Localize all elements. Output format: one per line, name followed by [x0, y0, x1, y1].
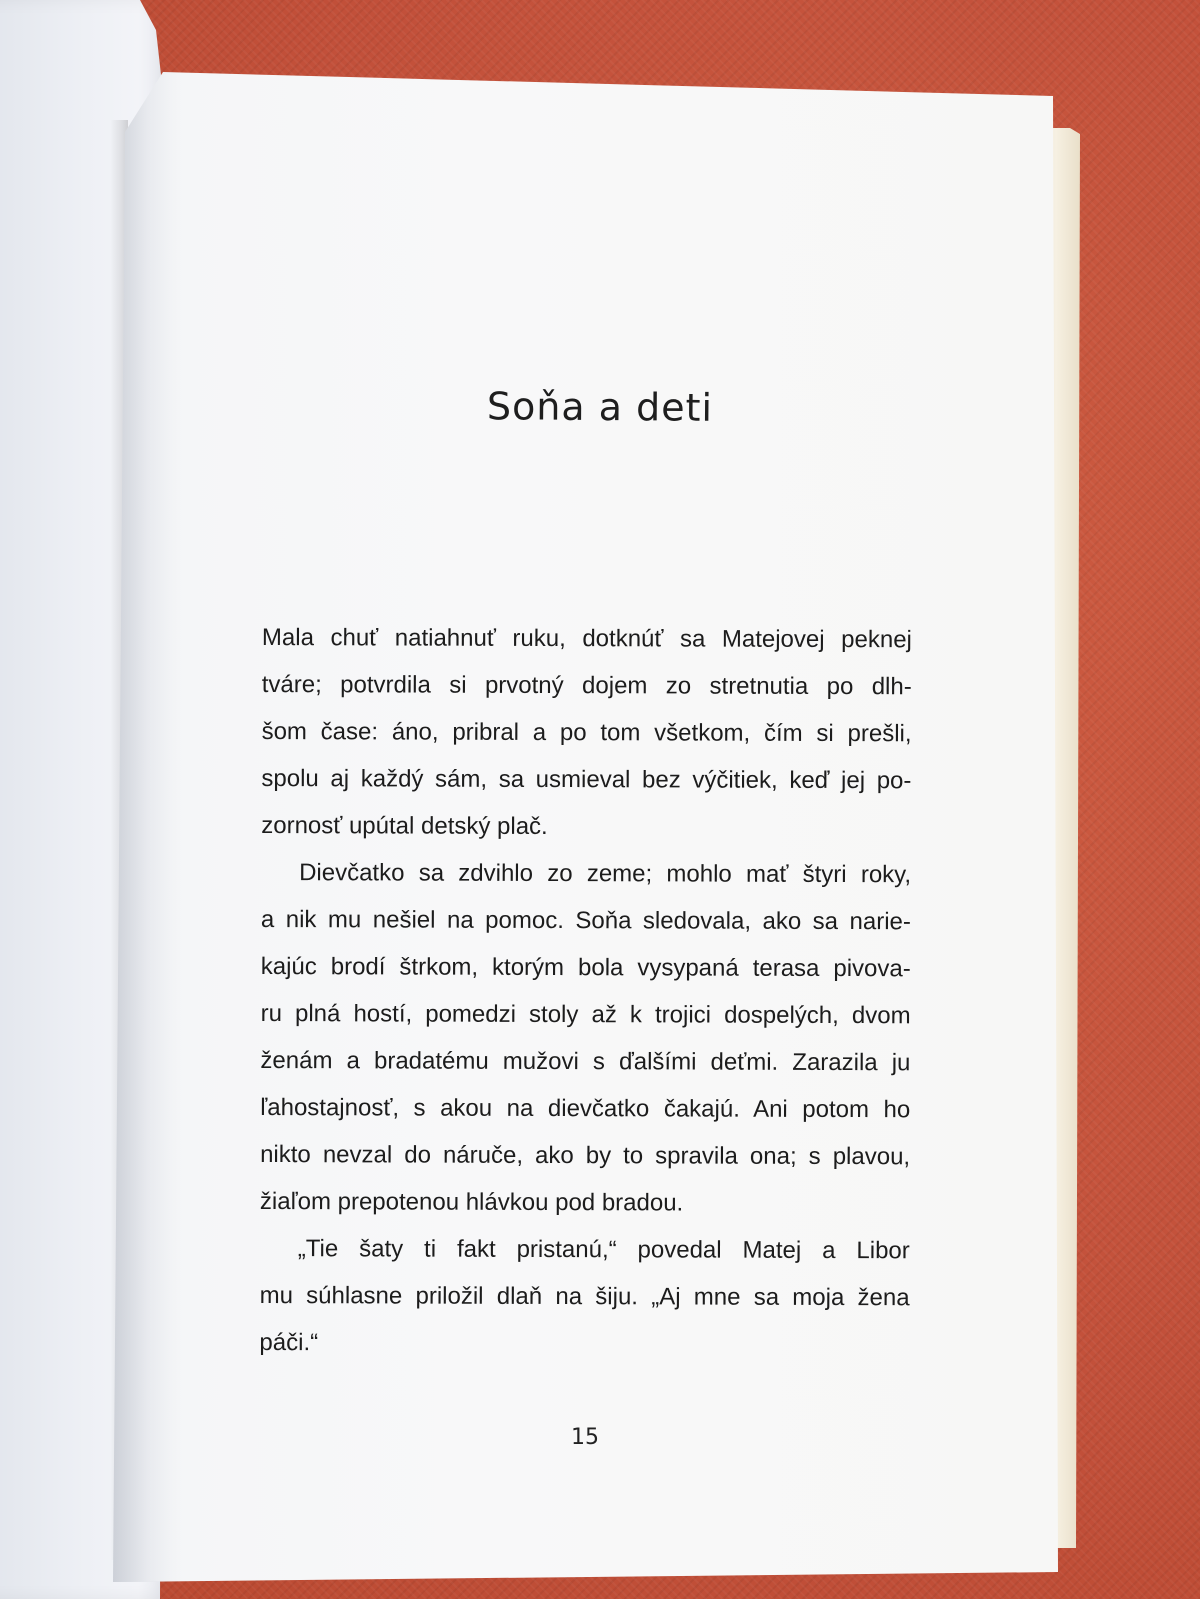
text-line: „Tie šaty ti fakt pristanú,“ povedal Matej a Libor — [297, 1235, 910, 1265]
text-line: mu súhlasne priložil dlaň na šiju. „Aj mne sa moja žena — [259, 1281, 910, 1312]
text-line: žiaľom prepotenou hlávkou pod bradou. — [259, 1187, 684, 1217]
paragraph-3 — [259, 1225, 909, 1368]
text-line: nikto nevzal do náruče, ako by to spravila ona; s plavou, — [260, 1140, 911, 1171]
paragraph-1 — [261, 614, 912, 851]
chapter-title: Soňa a deti — [486, 384, 714, 430]
text-line: ľahostajnosť, s akou na dievčatko čakajú. Ani potom ho — [260, 1093, 911, 1124]
paragraph-2 — [260, 849, 911, 1227]
page-number: 15 — [571, 1425, 599, 1450]
text-line: šom čase: áno, pribral a po tom všetkom, čím si prešli, — [261, 717, 912, 748]
text-line: Mala chuť natiahnuť ruku, dotknúť sa Matejovej peknej — [261, 623, 912, 654]
text-line: spolu aj každý sám, sa usmieval bez výčitiek, keď jej po- — [261, 764, 912, 795]
text-line: zornosť upútal detský plač. — [261, 811, 548, 840]
text-line: páči.“ — [259, 1328, 319, 1357]
text-line: tváre; potvrdila si prvotný dojem zo stretnutia po dlh- — [261, 670, 912, 701]
body-text — [259, 614, 912, 1368]
text-line: ru plná hostí, pomedzi stoly až k trojici dospelých, dvom — [260, 999, 911, 1030]
text-line: kajúc brodí štrkom, ktorým bola vysypaná terasa pivova- — [260, 952, 911, 983]
text-line: ženám a bradatému mužovi s ďalšími deťmi. Zarazila ju — [260, 1046, 911, 1077]
text-line: a nik mu nešiel na pomoc. Soňa sledovala, ako sa narie- — [260, 905, 911, 936]
text-line: Dievčatko sa zdvihlo zo zeme; mohlo mať štyri roky, — [299, 859, 912, 889]
